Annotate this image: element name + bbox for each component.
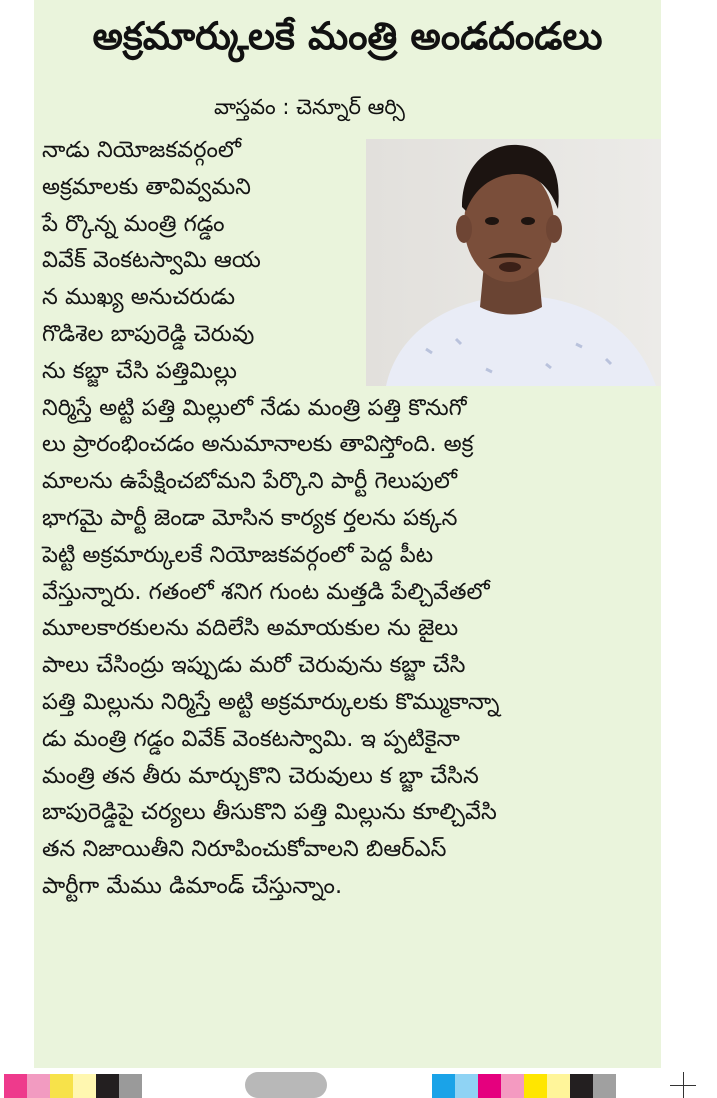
body-line: మూలకారకులను వదిలేసి అమాయకుల ను జైలు <box>42 615 459 642</box>
color-swatch <box>524 1074 547 1098</box>
color-swatch <box>50 1074 73 1098</box>
color-swatch <box>593 1074 616 1098</box>
body-line: పాలు చేసింద్రు ఇప్పుడు మరో చెరువును కబ్జా చేసి <box>42 652 466 679</box>
body-line: పే ర్కొన్న మంత్రి గడ్డం <box>42 210 225 237</box>
color-swatch <box>570 1074 593 1098</box>
color-swatch <box>547 1074 570 1098</box>
color-swatch <box>73 1074 96 1098</box>
byline: వాస్తవం : చెన్నూర్ ఆర్సి <box>214 95 405 119</box>
body-line: నాడు నియోజకవర్గంలో <box>42 137 242 163</box>
color-swatch <box>27 1074 50 1098</box>
body-line: పార్టీగా మేము డిమాండ్ చేస్తున్నాం. <box>42 872 343 899</box>
body-line: బాపురెడ్డిపై చర్యలు తీసుకొని పత్తి మిల్లును కూల్చివేసి <box>42 799 497 826</box>
body-line: న ముఖ్య అనుచరుడు <box>42 284 235 311</box>
headline: అక్రమార్కులకే మంత్రి అండదండలు <box>92 14 603 58</box>
registration-pill <box>245 1072 327 1098</box>
article-body <box>42 132 654 905</box>
color-swatch <box>4 1074 27 1098</box>
body-line: లు ప్రారంభించడం అనుమానాలకు తావిస్తోంది. అక్ర <box>42 431 474 458</box>
body-line: మంత్రి తన తీరు మార్చుకొని చెరువులు క బ్జా చేసిన <box>42 762 479 789</box>
color-swatch <box>455 1074 478 1098</box>
color-swatch <box>96 1074 119 1098</box>
color-swatch <box>478 1074 501 1098</box>
crosshair-mark <box>683 1072 684 1098</box>
body-line: గొడిశెల బాపురెడ్డి చెరువు <box>42 320 255 347</box>
body-line: అక్రమాలకు తావివ్వమని <box>42 173 251 200</box>
color-swatch <box>501 1074 524 1098</box>
body-line: పత్తి మిల్లును నిర్మిస్తే అట్టి అక్రమార్కులకు కొమ్ముకాన్నా <box>42 688 500 715</box>
body-line: ను కబ్జా చేసి పత్తిమిల్లు <box>42 357 237 384</box>
body-line: పెట్టి అక్రమార్కులకే నియోజకవర్గంలో పెద్ద పీట <box>42 541 434 568</box>
body-line: తన నిజాయితీని నిరూపించుకోవాలని బిఆర్ఎస్ <box>42 836 447 863</box>
body-line: వివేక్ వెంకటస్వామి ఆయ <box>42 247 261 274</box>
body-line: వేస్తున్నారు. గతంలో శనిగ గుంట మత్తడి పేల్చివేతలో <box>42 578 490 605</box>
color-swatch <box>119 1074 142 1098</box>
body-line: భాగమై పార్టీ జెండా మోసిన కార్యక ర్తలను పక్కన <box>42 504 458 531</box>
body-line: డు మంత్రి గడ్డం వివేక్ వెంకటస్వామి. ఇ ప్పటికైనా <box>42 725 460 752</box>
body-line: నిర్మిస్తే అట్టి పత్తి మిల్లులో నేడు మంత్రి పత్తి కొనుగో <box>42 394 467 421</box>
news-article <box>34 0 661 1068</box>
body-line: మాలను ఉపేక్షించబోమని పేర్కొని పార్టీ గెలుపులో <box>42 468 458 495</box>
color-swatch <box>432 1074 455 1098</box>
